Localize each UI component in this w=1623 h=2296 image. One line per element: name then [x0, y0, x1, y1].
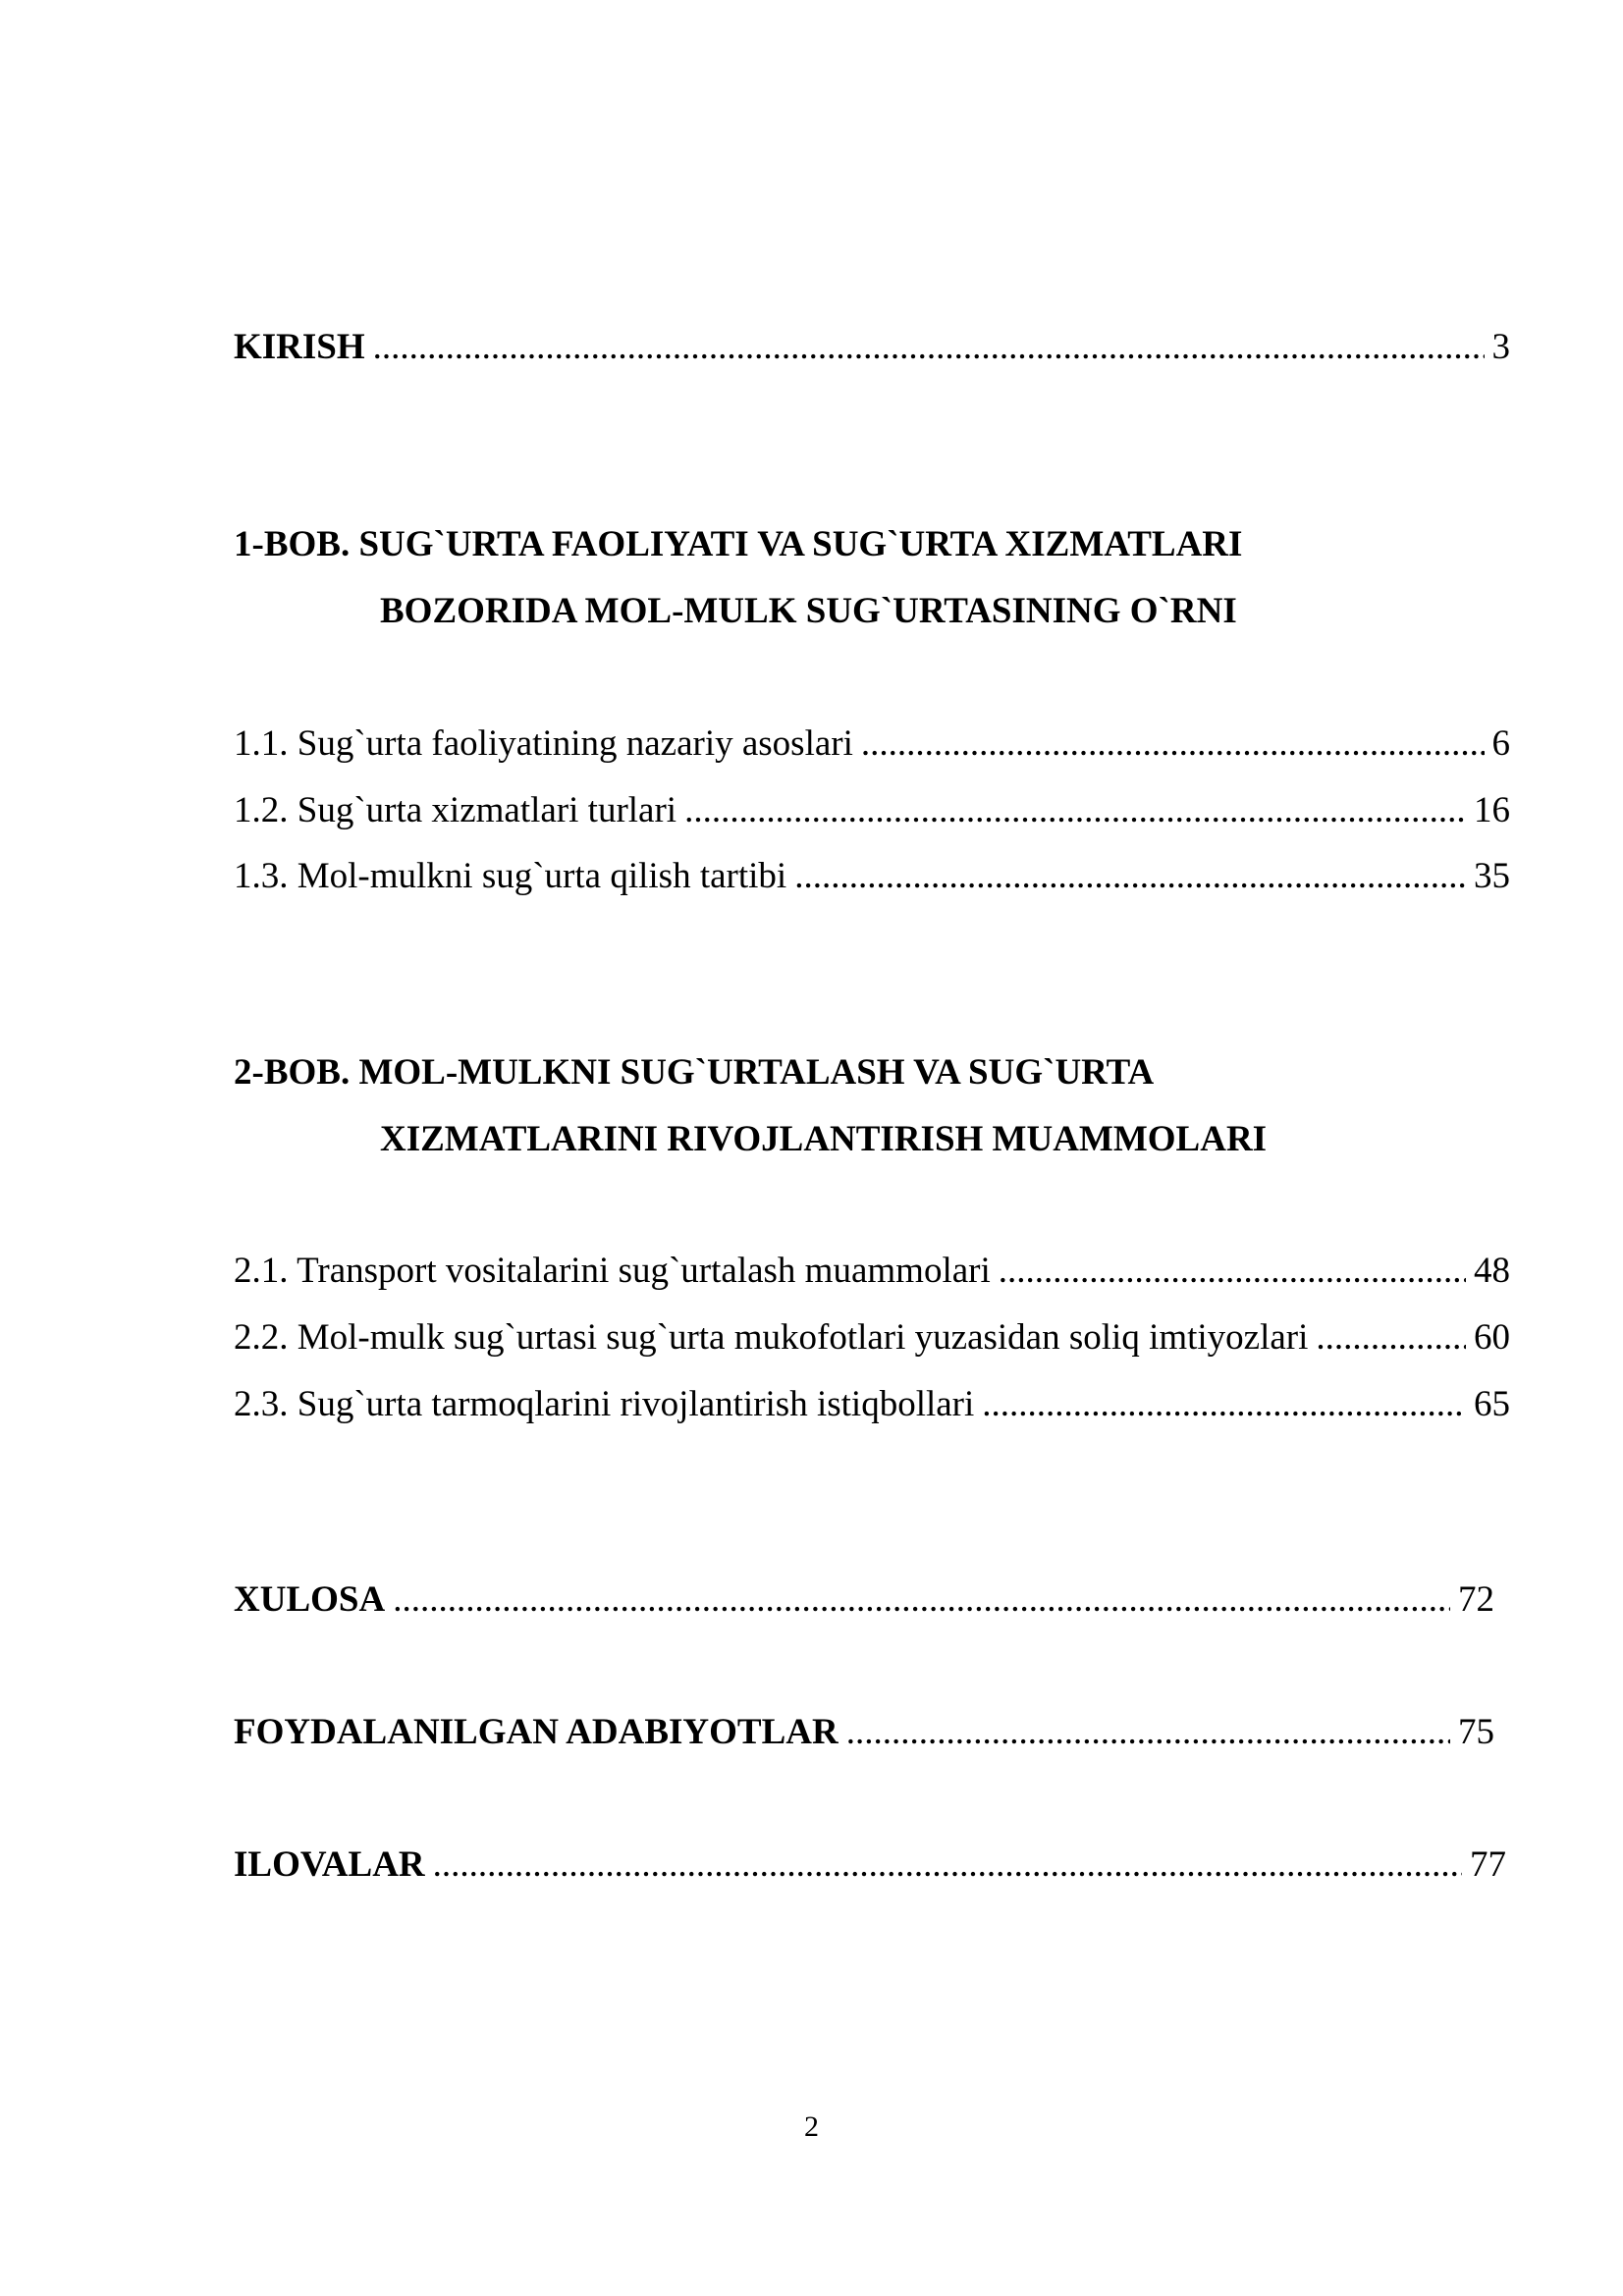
toc-entry-title: 1.3. Mol-mulkni sug`urta qilish tartibi: [234, 856, 787, 896]
toc-dot-leader: [373, 321, 1485, 374]
toc-entry-title: 2.1. Transport vositalarini sug`urtalash muammolari: [234, 1251, 991, 1291]
toc-page-number: 3: [1491, 327, 1510, 367]
toc-dot-leader: [684, 784, 1466, 837]
toc-dot-leader: [433, 1839, 1462, 1892]
toc-page-number: 77: [1470, 1844, 1506, 1885]
toc-entry-title: KIRISH: [234, 327, 365, 367]
toc-dot-leader: [794, 850, 1466, 903]
toc-page-number: 6: [1491, 723, 1510, 764]
toc-entry-2-2: [234, 1311, 1510, 1364]
toc-entry-2-1: [234, 1245, 1510, 1298]
toc-entry-title: ILOVALAR: [234, 1844, 425, 1885]
toc-entry-1-2: [234, 784, 1510, 837]
toc-entry-1-3: [234, 850, 1510, 903]
toc-page-number: 60: [1474, 1317, 1510, 1358]
toc-page-number: 16: [1474, 790, 1510, 830]
toc-page-number: 65: [1474, 1384, 1510, 1424]
toc-entry-intro: [234, 321, 1510, 374]
toc-dot-leader: [999, 1245, 1466, 1298]
toc-entry-title: XULOSA: [234, 1579, 386, 1620]
toc-entry-2-3: [234, 1378, 1510, 1431]
toc-entry-conclusion: [234, 1574, 1494, 1627]
chapter-2-heading-line-1: 2-BOB. MOL-MULKNI SUG`URTALASH VA SUG`URTA: [234, 1052, 1155, 1093]
chapter-1-heading-line-1: 1-BOB. SUG`URTA FAOLIYATI VA SUG`URTA XIZMATLARI: [234, 524, 1243, 564]
toc-page-number: 48: [1474, 1251, 1510, 1291]
toc-dot-leader: [982, 1378, 1466, 1431]
chapter-2-heading-line-2: XIZMATLARINI RIVOJLANTIRISH MUAMMOLARI: [380, 1119, 1268, 1159]
footer-page-number: 2: [804, 2110, 819, 2143]
toc-dot-leader: [1316, 1311, 1466, 1364]
toc-entry-title: 2.2. Mol-mulk sug`urtasi sug`urta mukofotlari yuzasidan soliq imtiyozlari: [234, 1317, 1309, 1358]
toc-entry-title: 2.3. Sug`urta tarmoqlarini rivojlantirish istiqbollari: [234, 1384, 975, 1424]
toc-page-number: 72: [1458, 1579, 1494, 1620]
toc-entry-appendices: [234, 1839, 1506, 1892]
toc-entry-1-1: [234, 718, 1510, 771]
toc-entry-title: FOYDALANILGAN ADABIYOTLAR: [234, 1712, 839, 1752]
toc-entry-references: [234, 1706, 1494, 1759]
toc-page-number: 75: [1458, 1712, 1494, 1752]
chapter-1-heading-line-2: BOZORIDA MOL-MULK SUG`URTASINING O`RNI: [380, 591, 1237, 631]
toc-dot-leader: [393, 1574, 1450, 1627]
toc-page-number: 35: [1474, 856, 1510, 896]
toc-dot-leader: [846, 1706, 1450, 1759]
toc-entry-title: 1.2. Sug`urta xizmatlari turlari: [234, 790, 677, 830]
toc-entry-title: 1.1. Sug`urta faoliyatining nazariy asoslari: [234, 723, 853, 764]
toc-dot-leader: [861, 718, 1485, 771]
